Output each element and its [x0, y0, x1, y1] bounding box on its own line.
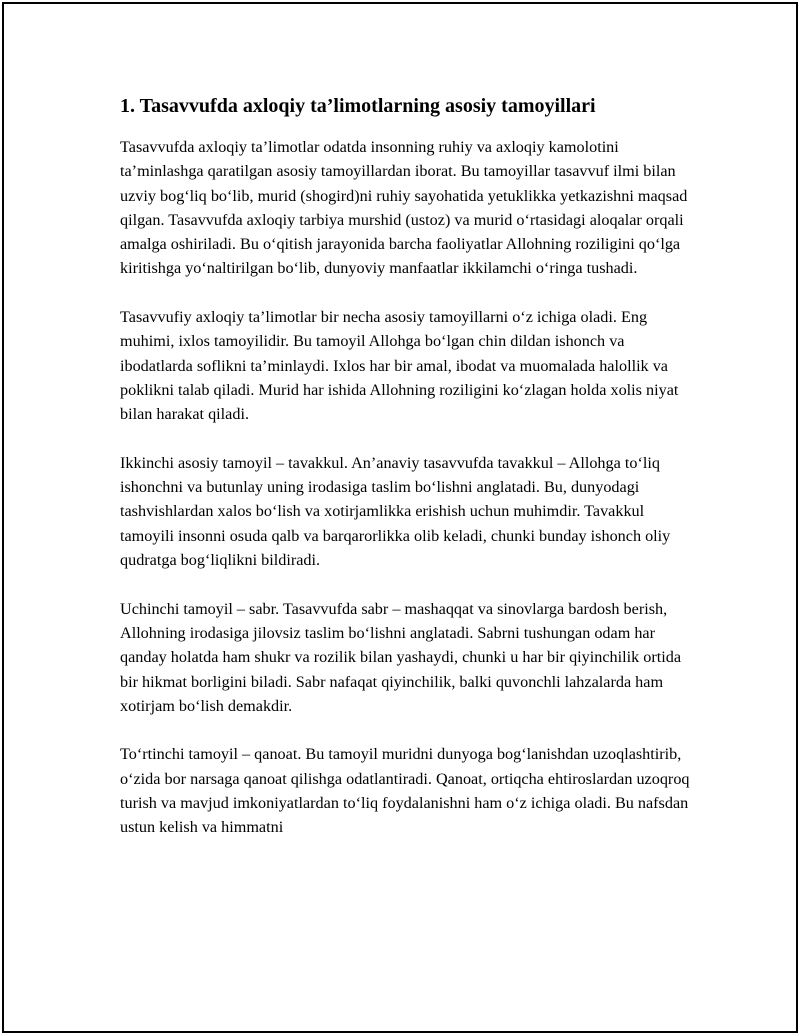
page-content	[120, 94, 695, 864]
paragraph-3: Ikkinchi asosiy tamoyil – tavakkul. An’anaviy tasavvufda tavakkul – Allohga to‘liq ishonchni va butunlay uning irodasiga taslim bo‘lishni anglatadi. Bu, dunyodagi tashvishlardan xalos bo‘lish va xotirjamlikka erishish uchun muhimdir. Tavakkul tamoyili insonni osuda qalb va barqarorlikka olib keladi, chunki bunday ishonch oliy qudratga bog‘liqlikni bildiradi.	[120, 453, 671, 570]
section-heading: 1. Tasavvufda axloqiy ta’limotlarning asosiy tamoyillari	[120, 95, 596, 117]
paragraph-4: Uchinchi tamoyil – sabr. Tasavvufda sabr – mashaqqat va sinovlarga bardosh berish, Allohning irodasiga jilovsiz taslim bo‘lishni anglatadi. Sabrni tushungan odam har qanday holatda ham shukr va rozilik bilan yashaydi, chunki u har bir qiyinchilik ortida bir hikmat borligini biladi. Sabr nafaqat qiyinchilik, balki quvonchli lahzalarda ham xotirjam bo‘lish demakdir.	[120, 599, 682, 715]
paragraph-1: Tasavvufda axloqiy ta’limotlar odatda insonning ruhiy va axloqiy kamolotini ta’minlashga qaratilgan asosiy tamoyillardan iborat. Bu tamoyillar tasavvuf ilmi bilan uzviy bog‘liq bo‘lib, murid (shogird)ni ruhiy sayohatida yetuklikka yetkazishni maqsad qilgan. Tasavvufda axloqiy tarbiya murshid (ustoz) va murid o‘rtasidagi aloqalar orqali amalga oshiriladi. Bu o‘qitish jarayonida barcha faoliyatlar Allohning roziligini qo‘lga kiritishga yo‘naltirilgan bo‘lib, dunyoviy manfaatlar ikkilamchi o‘ringa tushadi.	[120, 138, 688, 278]
paragraph-5: To‘rtinchi tamoyil – qanoat. Bu tamoyil muridni dunyoga bog‘lanishdan uzoqlashtirib, o‘zida bor narsaga qanoat qilishga odatlantiradi. Qanoat, ortiqcha ehtiroslardan uzoqroq turish va mavjud imkoniyatlardan to‘liq foydalanishni ham o‘z ichiga oladi. Bu nafsdan ustun kelish va himmatni	[120, 745, 690, 837]
document-page	[2, 2, 798, 1033]
paragraph-2: Tasavvufiy axloqiy ta’limotlar bir necha asosiy tamoyillarni o‘z ichiga oladi. Eng muhimi, ixlos tamoyilidir. Bu tamoyil Allohga bo‘lgan chin dildan ishonch va ibodatlarda soflikni ta’minlaydi. Ixlos har bir amal, ibodat va muomalada halollik va poklikni talab qiladi. Murid har ishida Allohning roziligini ko‘zlagan holda xolis niyat bilan harakat qiladi.	[120, 308, 679, 424]
